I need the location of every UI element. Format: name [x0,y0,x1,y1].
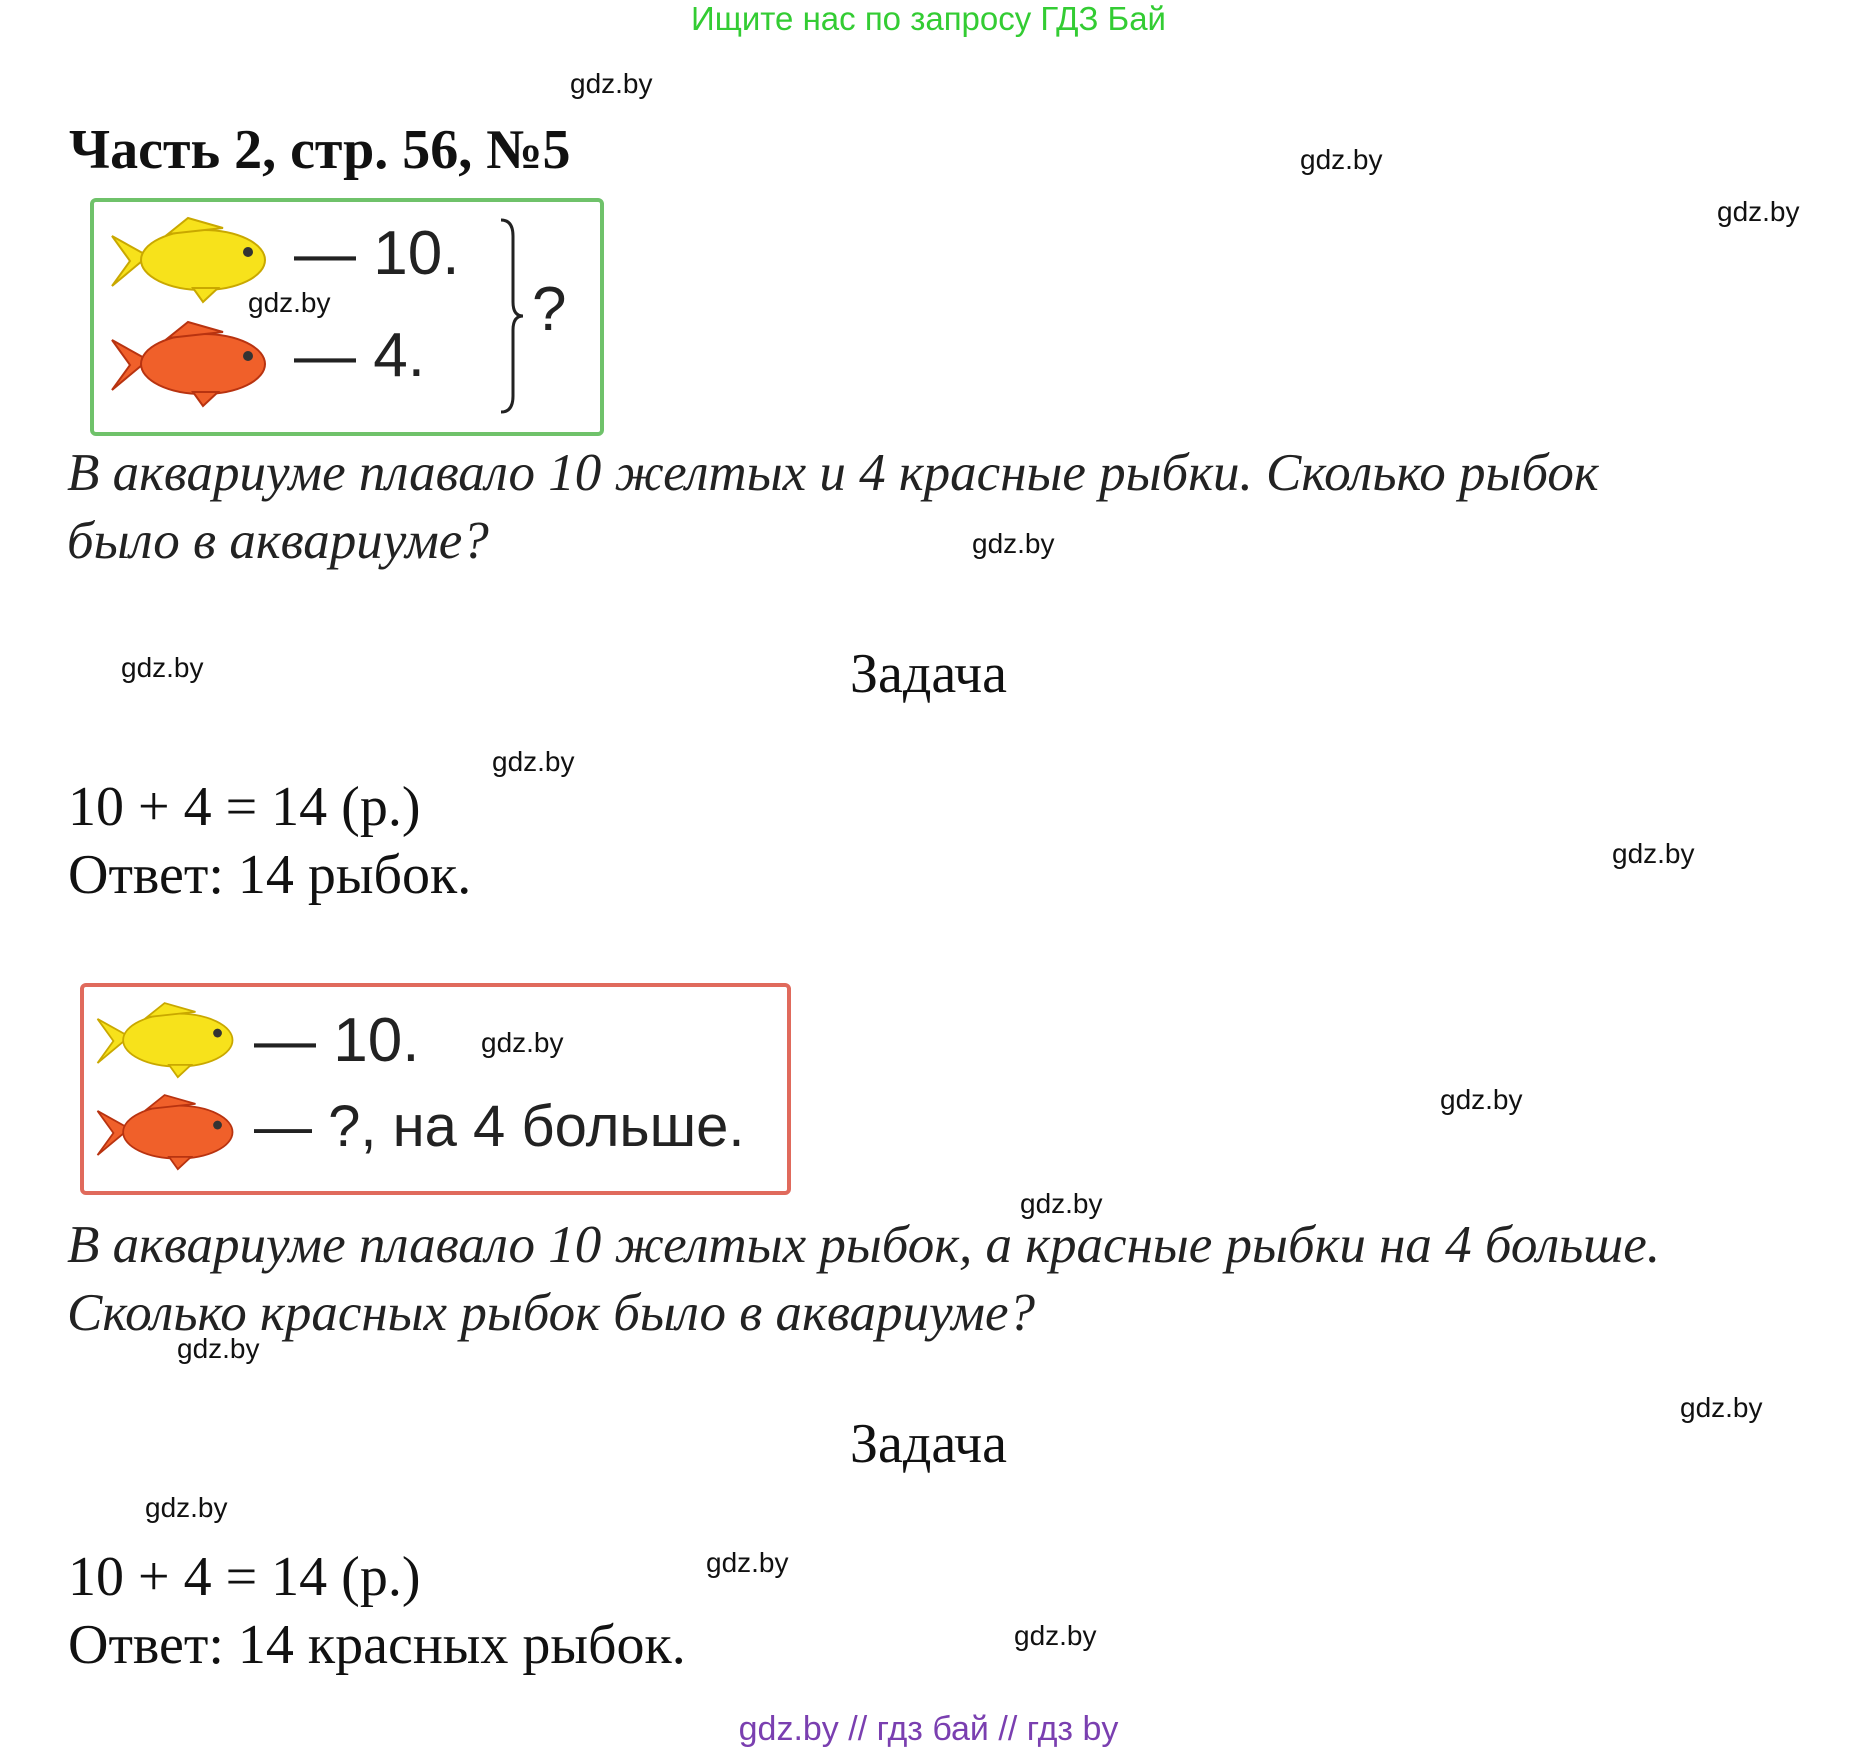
answer-2: Ответ: 14 красных рыбок. [68,1614,686,1676]
problem-1-line-2: было в аквариуме? [67,512,489,570]
red-count-2: — ?, на 4 больше. [254,1094,745,1159]
equation-1: 10 + 4 = 14 (р.) [68,776,421,838]
watermark: gdz.by [706,1547,789,1578]
watermark: gdz.by [177,1333,260,1364]
watermark: gdz.by [570,68,653,99]
watermark: gdz.by [145,1492,228,1523]
watermark: gdz.by [1300,144,1383,175]
problem-1-line-1: В аквариуме плавало 10 желтых и 4 красные рыбки. Сколько рыбок [67,444,1599,502]
heading-1: Задача [849,643,1008,705]
watermark: gdz.by [481,1027,564,1058]
red-fish-icon [94,1093,244,1173]
watermark: gdz.by [121,652,204,683]
problem-2-line-2: Сколько красных рыбок было в аквариуме? [67,1284,1036,1342]
yellow-count-2: — 10. [254,1006,420,1075]
watermark: gdz.by [492,746,575,777]
watermark: gdz.by [248,287,331,318]
watermark: gdz.by [1014,1620,1097,1651]
red-fish-icon [108,320,278,410]
watermark: gdz.by [1680,1392,1763,1423]
curly-brace-icon [497,216,527,416]
question-mark: ? [532,275,567,344]
heading-2: Задача [849,1413,1008,1475]
yellow-fish-icon [94,1001,244,1081]
condition-box-1 [90,198,604,436]
watermark: gdz.by [1717,196,1800,227]
watermark: gdz.by [1612,838,1695,869]
condition-box-2 [80,983,791,1195]
watermark: gdz.by [1020,1188,1103,1219]
page-title: Часть 2, стр. 56, №5 [69,119,571,181]
top-banner[interactable]: Ищите нас по запросу ГДЗ Бай [691,0,1166,37]
answer-1: Ответ: 14 рыбок. [68,844,472,906]
yellow-count: — 10. [294,219,460,288]
equation-2: 10 + 4 = 14 (р.) [68,1546,421,1608]
footer-links[interactable]: gdz.by // гдз бай // гдз by [738,1710,1119,1748]
problem-2-line-1: В аквариуме плавало 10 желтых рыбок, а красные рыбки на 4 больше. [67,1216,1661,1274]
red-count: — 4. [294,321,425,390]
watermark: gdz.by [972,528,1055,559]
watermark: gdz.by [1440,1084,1523,1115]
